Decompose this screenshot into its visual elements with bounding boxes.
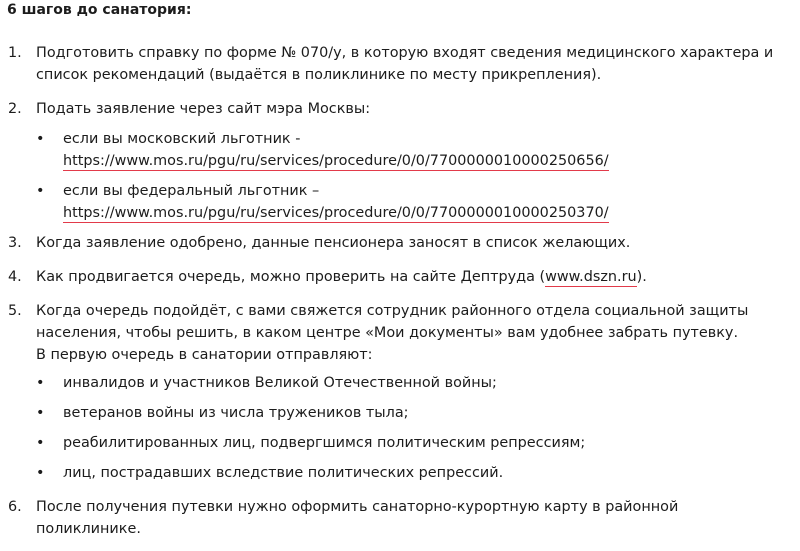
bullet-text <box>63 432 585 454</box>
step-text <box>36 42 796 86</box>
step-number: 1. <box>8 45 22 61</box>
mos-ru-moscow-link[interactable]: https://www.mos.ru/pgu/ru/services/procedure/0/0/7700000010000250656/ <box>63 153 609 169</box>
dszn-link[interactable]: www.dszn.ru <box>545 269 637 285</box>
step-number: 2. <box>8 101 22 117</box>
step-line: Подать заявление через сайт мэра Москвы: <box>36 101 371 117</box>
step-line: Когда заявление одобрено, данные пенсионера заносят в список желающих. <box>36 235 631 251</box>
step-text <box>36 300 796 366</box>
step-line: Подготовить справку по форме № 070/у, в которую входят сведения медицинского характера и <box>36 45 774 61</box>
bullet-text <box>63 402 409 424</box>
step-line: В первую очередь в санатории отправляют: <box>36 347 373 363</box>
step-line: населения, чтобы решить, в каком центре «Мои документы» вам удобнее забрать путевку. <box>36 325 739 341</box>
step-text-before: Как продвигается очередь, можно проверить на сайте Дептруда ( <box>36 269 546 285</box>
bullet-text <box>63 462 503 484</box>
step-line: список рекомендаций (выдаётся в поликлинике по месту прикрепления). <box>36 67 602 83</box>
section-heading: 6 шагов до санатория: <box>7 2 192 18</box>
bullet-icon: • <box>36 465 45 481</box>
step-line: Когда очередь подойдёт, с вами свяжется сотрудник районного отдела социальной защиты <box>36 303 749 319</box>
step-text-after: ). <box>636 269 647 285</box>
step-line: После получения путевки нужно оформить санаторно-курортную карту в районной <box>36 499 679 515</box>
step-number: 5. <box>8 303 22 319</box>
step-number: 4. <box>8 269 22 285</box>
bullet-line: если вы московский льготник - <box>63 131 301 147</box>
bullet-text <box>63 372 497 394</box>
bullet-line: инвалидов и участников Великой Отечественной войны; <box>63 375 497 391</box>
bullet-icon: • <box>36 435 45 451</box>
step-text <box>36 98 796 120</box>
bullet-text <box>63 180 609 224</box>
step-number: 3. <box>8 235 22 251</box>
step-number: 6. <box>8 499 22 515</box>
bullet-text <box>63 128 609 172</box>
bullet-line: если вы федеральный льготник – <box>63 183 320 199</box>
step-text <box>36 496 796 540</box>
bullet-line: лиц, пострадавших вследствие политических репрессий. <box>63 465 504 481</box>
step-line: поликлинике. <box>36 521 141 537</box>
bullet-line: ветеранов войны из числа тружеников тыла; <box>63 405 409 421</box>
bullet-icon: • <box>36 405 45 421</box>
bullet-icon: • <box>36 131 45 147</box>
bullet-icon: • <box>36 183 45 199</box>
step-line <box>36 266 796 288</box>
mos-ru-federal-link[interactable]: https://www.mos.ru/pgu/ru/services/procedure/0/0/7700000010000250370/ <box>63 205 609 221</box>
step-text <box>36 266 796 288</box>
bullet-icon: • <box>36 375 45 391</box>
bullet-line: реабилитированных лиц, подвергшимся политическим репрессиям; <box>63 435 586 451</box>
step-text <box>36 232 796 254</box>
